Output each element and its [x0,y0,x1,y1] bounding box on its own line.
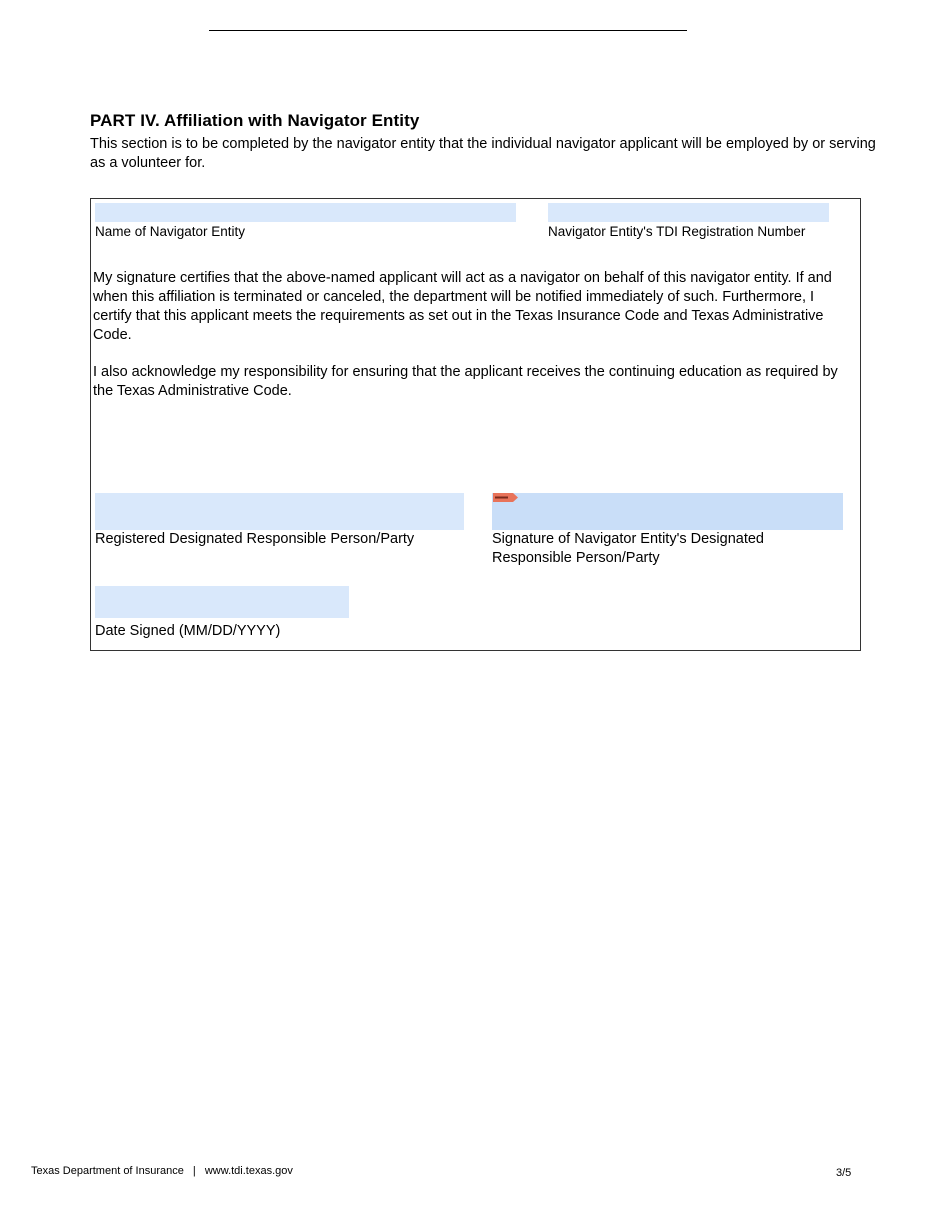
signature-label-line-2: Responsible Person/Party [492,550,660,566]
footer-agency-name: Texas Department of Insurance [31,1165,184,1177]
sign-here-flag-icon[interactable] [492,493,518,502]
signature-label [492,530,764,568]
registration-number-label: Navigator Entity's TDI Registration Number [548,224,806,239]
signature-label-line-1: Signature of Navigator Entity's Designated [492,531,764,547]
page-number: 3/5 [836,1167,852,1179]
entity-name-label: Name of Navigator Entity [95,224,246,239]
section-title: PART IV. Affiliation with Navigator Entity [90,111,420,130]
responsible-person-input[interactable] [95,493,464,530]
entity-name-input[interactable] [95,203,516,222]
date-signed-label: Date Signed (MM/DD/YYYY) [95,623,281,639]
footer-separator: | [192,1165,196,1177]
acknowledgement-paragraph: I also acknowledge my responsibility for ensuring that the applicant receives the continuing education as required by the Texas Administrative Code. [93,364,838,399]
footer-agency [31,1165,293,1177]
signature-field[interactable] [492,493,843,530]
section-intro: This section is to be completed by the navigator entity that the individual navigator applicant will be employed by or serving as a volunteer for. [90,136,876,171]
affiliation-form [90,198,861,651]
registration-number-input[interactable] [548,203,829,222]
certification-statement [93,269,853,419]
footer-website-link[interactable]: www.tdi.texas.gov [204,1165,293,1177]
top-divider-line [209,30,687,31]
date-signed-input[interactable] [95,586,349,618]
certification-paragraph: My signature certifies that the above-named applicant will act as a navigator on behalf of this navigator entity. If and when this affiliation is terminated or canceled, the department will be notified immediately of such. Furthermore, I certify that this applicant meets the requirements as set out in the Texas Insurance Code and Texas Administrative Code. [93,270,832,343]
responsible-person-label: Registered Designated Responsible Person/Party [95,531,415,547]
